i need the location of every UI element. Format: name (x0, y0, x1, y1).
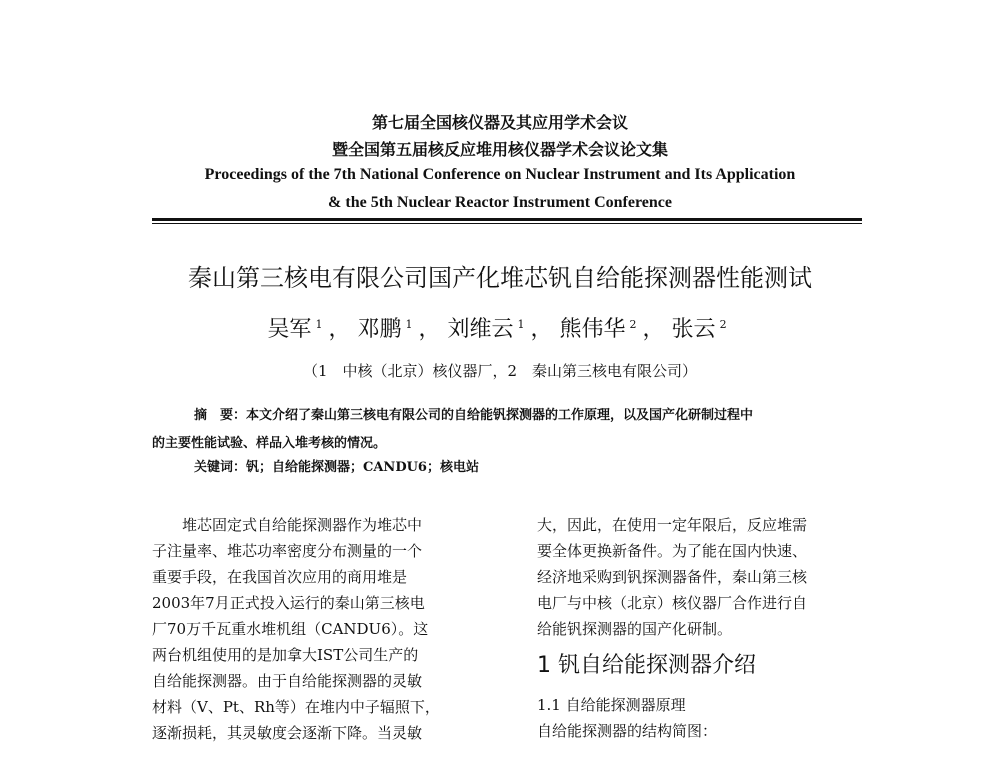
body-line: 堆芯固定式自给能探测器作为堆芯中 (152, 516, 423, 534)
author-list (0, 312, 1000, 343)
conference-title-en-2: & the 5th Nuclear Reactor Instrument Conference (328, 194, 672, 211)
paper-title: 秦山第三核电有限公司国产化堆芯钒自给能探测器性能测试 (188, 264, 812, 292)
author-name: 刘维云 (447, 317, 514, 342)
conference-title-en-1: Proceedings of the 7th National Conference on Nuclear Instrument and Its Application (204, 166, 796, 183)
author-affil-mark: 2 (629, 317, 637, 331)
body-line: 要全体更换新备件。为了能在国内快速、 (537, 542, 808, 560)
author-name: 熊伟华 (559, 317, 626, 342)
abstract (152, 402, 862, 458)
author-name: 吴军 (267, 317, 312, 342)
author-separator: ， (328, 317, 351, 342)
author-affil-mark: 1 (405, 317, 413, 331)
author-separator: ， (418, 317, 441, 342)
author-separator: ， (642, 317, 665, 342)
author-affil-mark: 2 (719, 317, 727, 331)
section-heading: 1 钒自给能探测器介绍 (537, 653, 756, 678)
body-line: 自给能探测器的结构简图： (537, 722, 718, 740)
keywords: 关键词：钒；自给能探测器；CANDU6；核电站 (194, 460, 479, 475)
body-line: 材料（V、Pt、Rh等）在堆内中子辐照下， (152, 698, 440, 716)
header-rule-thin (152, 223, 862, 224)
author-separator: ， (530, 317, 553, 342)
subsection-heading: 1.1 自给能探测器原理 (537, 696, 686, 714)
affiliation: （1 中核（北京）核仪器厂，2 秦山第三核电有限公司） (302, 362, 698, 380)
body-line: 经济地采购到钒探测器备件，秦山第三核 (537, 568, 808, 586)
body-line: 大，因此，在使用一定年限后，反应堆需 (537, 516, 808, 534)
body-line: 两台机组使用的是加拿大IST公司生产的 (152, 646, 419, 664)
header-rule-thick (152, 218, 862, 221)
author-name: 张云 (671, 317, 716, 342)
body-column-right (537, 512, 867, 744)
body-line: 厂70万千瓦重水堆机组（CANDU6）。这 (152, 620, 429, 638)
author-affil-mark: 1 (517, 317, 525, 331)
author-name: 邓鹏 (357, 317, 402, 342)
abstract-line: 摘 要：本文介绍了秦山第三核电有限公司的自给能钒探测器的工作原理，以及国产化研制过程中 (194, 408, 754, 423)
abstract-line: 的主要性能试验、样品入堆考核的情况。 (152, 436, 387, 451)
body-column-left (152, 512, 487, 746)
body-line: 2003年7月正式投入运行的秦山第三核电 (152, 594, 425, 612)
body-line: 给能钒探测器的国产化研制。 (537, 620, 733, 638)
body-line: 电厂与中核（北京）核仪器厂合作进行自 (537, 594, 808, 612)
body-line: 子注量率、堆芯功率密度分布测量的一个 (152, 542, 423, 560)
body-line: 自给能探测器。由于自给能探测器的灵敏 (152, 672, 423, 690)
body-line: 逐渐损耗，其灵敏度会逐渐下降。当灵敏 (152, 724, 423, 742)
conference-title-cn-2: 暨全国第五届核反应堆用核仪器学术会议论文集 (331, 140, 668, 159)
conference-title-cn-1: 第七届全国核仪器及其应用学术会议 (371, 113, 628, 132)
body-line: 重要手段，在我国首次应用的商用堆是 (152, 568, 408, 586)
author-affil-mark: 1 (315, 317, 323, 331)
